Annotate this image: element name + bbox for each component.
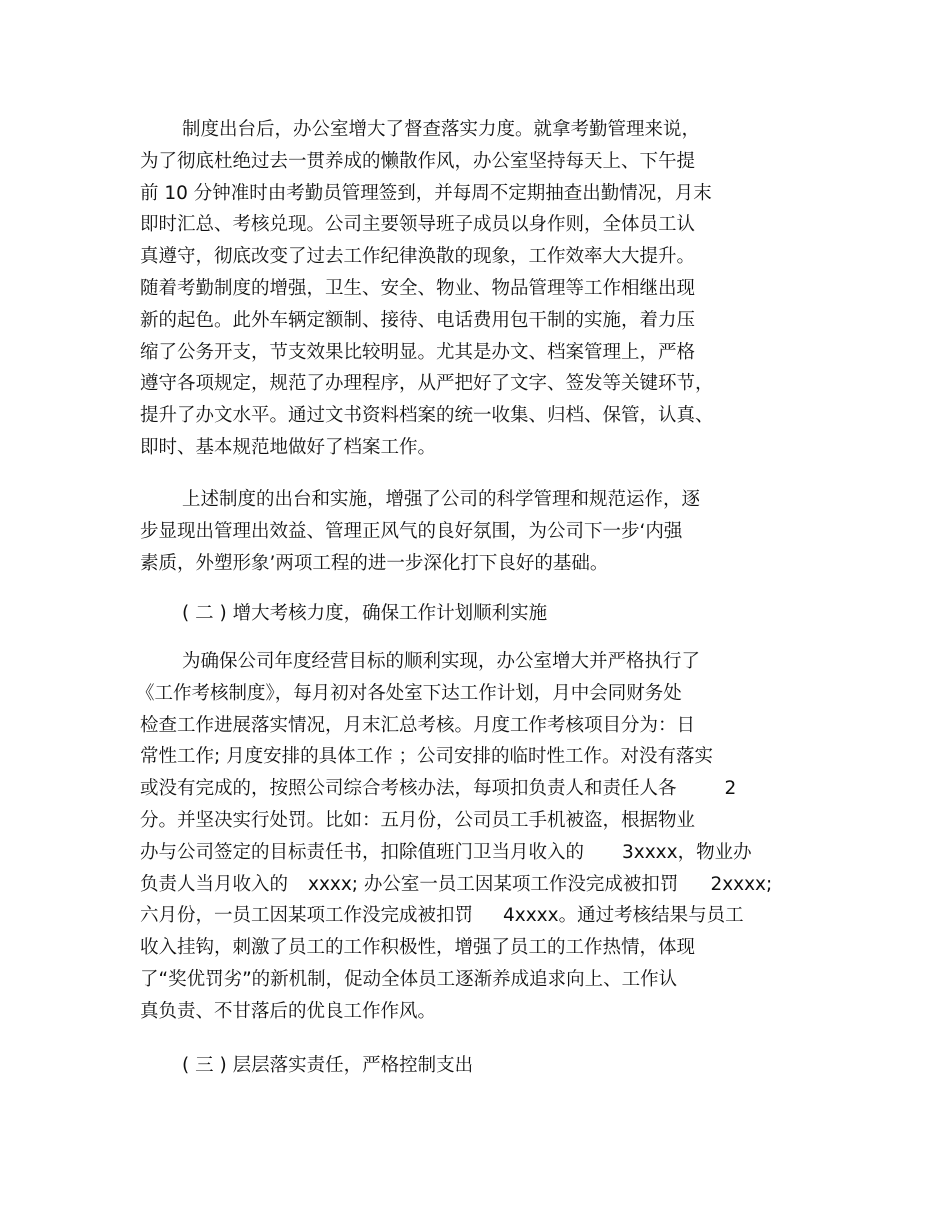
text-line: 为了彻底杜绝过去一贯养成的懒散作风，办公室坚持每天上、下午提 bbox=[140, 150, 696, 172]
text-line: 前 10 分钟准时由考勤员管理签到，并每周不定期抽查出勤情况，月末 bbox=[140, 182, 712, 204]
section-heading-3 bbox=[140, 1050, 840, 1082]
text-line: 收入挂钩，刺激了员工的工作积极性，增强了员工的工作热情，体现 bbox=[140, 937, 696, 959]
text-line: 分。并坚决实行处罚。比如：五月份，公司员工手机被盗，根据物业 bbox=[140, 809, 696, 831]
text-line bbox=[140, 900, 860, 932]
paragraph-2 bbox=[140, 484, 840, 579]
text-segment: 2xxxx; bbox=[710, 873, 773, 895]
text-segment: xxxx; 办公室一员工因某项工作没完成被扣罚 bbox=[308, 873, 679, 895]
text-line: 为确保公司年度经营目标的顺利实现，办公室增大并严格执行了 bbox=[182, 651, 701, 672]
text-line bbox=[140, 837, 860, 869]
text-line: 检查工作进展落实情况，月末汇总考核。月度工作考核项目分为：日 bbox=[140, 714, 696, 736]
text-line bbox=[140, 773, 860, 805]
text-line: 制度出台后，办公室增大了督查落实力度。就拿考勤管理来说， bbox=[182, 119, 701, 140]
text-line: 常性工作; 月度安排的具体工作 ；公司安排的临时性工作。对没有落实 bbox=[140, 746, 713, 768]
text-line: 《工作考核制度》，每月初对各处室下达工作计划，月中会同财务处 bbox=[136, 682, 682, 704]
text-line: 新的起色。此外车辆定额制、接待、电话费用包干制的实施，着力压 bbox=[140, 309, 696, 331]
text-line: 即时、基本规范地做好了档案工作。 bbox=[140, 436, 437, 458]
text-line: 上述制度的出台和实施，增强了公司的科学管理和规范运作，逐 bbox=[182, 489, 701, 510]
text-line: 遵守各项规定，规范了办理程序，从严把好了文字、签发等关键环节， bbox=[140, 373, 714, 395]
paragraph-3 bbox=[136, 646, 860, 1028]
text-segment: 办与公司签定的目标责任书，扣除值班门卫当月收入的 bbox=[140, 841, 585, 863]
text-line: 随着考勤制度的增强，卫生、安全、物业、物品管理等工作相继出现 bbox=[140, 277, 696, 299]
heading-text: ( 二 ) 增大考核力度，确保工作计划顺利实施 bbox=[182, 603, 548, 624]
text-line: 步显现出管理出效益、管理正风气的良好氛围，为公司下一步‘内强 bbox=[140, 520, 683, 542]
text-segment: 4xxxx。通过考核结果与员工 bbox=[503, 905, 744, 927]
text-segment: 2 bbox=[724, 778, 737, 800]
text-line: 了“奖优罚劣”的新机制，促动全体员工逐渐养成追求向上、工作认 bbox=[140, 968, 678, 990]
text-line: 即时汇总、考核兑现。公司主要领导班子成员以身作则，全体员工认 bbox=[140, 214, 696, 236]
text-line: 真负责、不甘落后的优良工作作风。 bbox=[140, 1000, 437, 1022]
text-line bbox=[140, 869, 860, 901]
text-line: 素质，外塑形象’两项工程的进一步深化打下良好的基础。 bbox=[140, 552, 609, 574]
section-heading-2 bbox=[140, 598, 840, 630]
text-segment: 负责人当月收入的 bbox=[140, 873, 289, 895]
text-segment: 六月份，一员工因某项工作没完成被扣罚 bbox=[140, 905, 474, 927]
text-line: 提升了办文水平。通过文书资料档案的统一收集、归档、保管，认真、 bbox=[140, 405, 714, 427]
text-segment: 3xxxx，物业办 bbox=[622, 841, 752, 863]
heading-text: ( 三 ) 层层落实责任，严格控制支出 bbox=[182, 1055, 474, 1076]
text-line: 缩了公务开支，节支效果比较明显。尤其是办文、档案管理上，严格 bbox=[140, 341, 696, 363]
text-segment: 或没有完成的，按照公司综合考核办法，每项扣负责人和责任人各 bbox=[140, 778, 677, 800]
paragraph-1 bbox=[140, 114, 840, 464]
text-line: 真遵守，彻底改变了过去工作纪律涣散的现象，工作效率大大提升。 bbox=[140, 246, 696, 268]
